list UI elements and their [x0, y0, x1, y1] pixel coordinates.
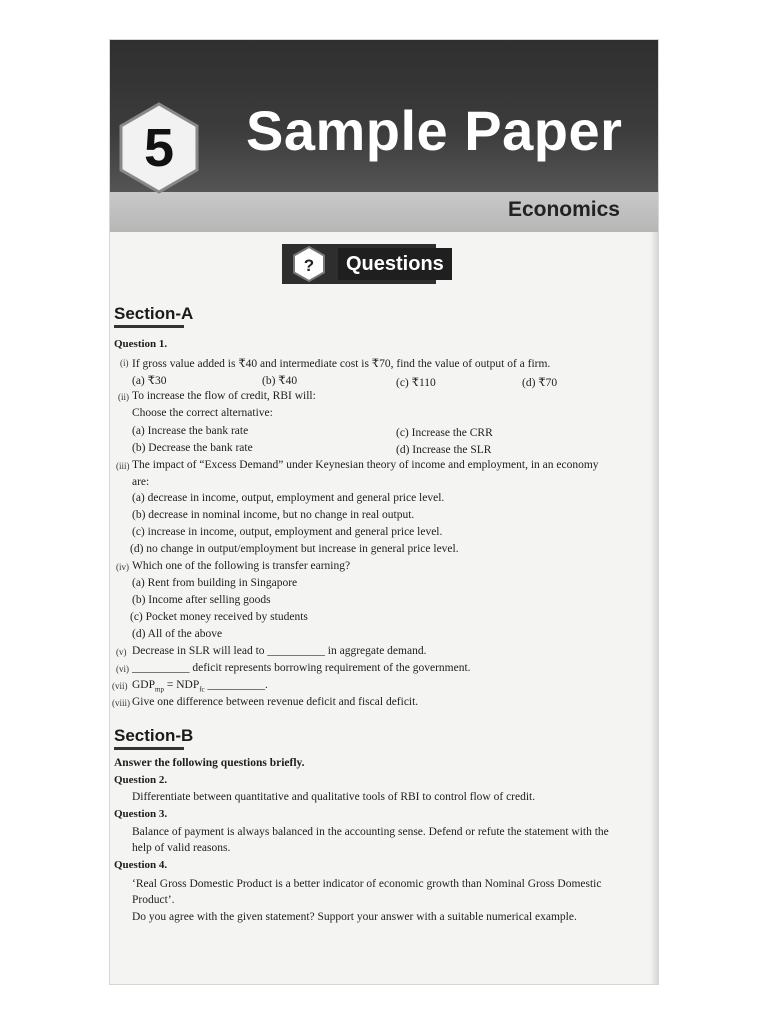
svg-text:?: ? — [303, 256, 315, 275]
q1-iii-text: The impact of “Excess Demand” under Keynesian theory of income and employment, in an economy — [132, 459, 599, 471]
item-number: (v) — [116, 647, 127, 657]
subject-label: Economics — [507, 198, 620, 221]
q1-iii-option-a: (a) decrease in income, output, employment and general price level. — [132, 492, 445, 504]
item-number: (ii) — [118, 392, 129, 402]
q1-iv-text: Which one of the following is transfer earning? — [132, 560, 351, 572]
q1-vii-text — [132, 679, 268, 693]
q1-v-text: Decrease in SLR will lead to __________ in aggregate demand. — [132, 645, 427, 657]
question-3-label: Question 3. — [114, 808, 168, 820]
questions-banner — [282, 244, 444, 284]
q1-iv-option-c: (c) Pocket money received by students — [130, 611, 308, 623]
q1-iii-continued: are: — [132, 476, 150, 488]
q1-iv-option-d: (d) All of the above — [132, 628, 223, 640]
page-title: Sample Paper — [246, 99, 623, 162]
item-number: (iv) — [116, 562, 129, 572]
q1-ii-option-b: (b) Decrease the bank rate — [132, 442, 253, 454]
q1-iv-option-a: (a) Rent from building in Singapore — [132, 577, 298, 589]
end-period: . — [265, 679, 268, 691]
q1-iii-option-d: (d) no change in output/employment but increase in general price level. — [130, 543, 459, 555]
q1-ii-option-d: (d) Increase the SLR — [396, 444, 492, 456]
section-b-title: Section-B — [114, 726, 194, 745]
item-number: (iii) — [116, 461, 130, 471]
section-b-underline — [114, 747, 184, 750]
question-2-text: Differentiate between quantitative and qualitative tools of RBI to control flow of credit. — [132, 791, 536, 803]
question-4-label: Question 4. — [114, 859, 168, 871]
q1-iv-option-b: (b) Income after selling goods — [132, 594, 271, 606]
q1-i-option-b: (b) ₹40 — [262, 375, 298, 387]
questions-banner-label: Questions — [338, 248, 452, 280]
q1-ii-text: To increase the flow of credit, RBI will: — [132, 390, 316, 402]
q1-i-option-d: (d) ₹70 — [522, 377, 558, 389]
question-4-text-line-2: Product’. — [132, 894, 175, 906]
item-number: (vi) — [116, 664, 129, 674]
q1-iii-option-b: (b) decrease in nominal income, but no change in real output. — [132, 509, 415, 521]
q1-ii-option-a: (a) Increase the bank rate — [132, 425, 249, 437]
question-3-text-line-1: Balance of payment is always balanced in the accounting sense. Defend or refute the statement with the — [132, 826, 609, 838]
q1-ii-subtext: Choose the correct alternative: — [132, 407, 273, 419]
paper-page — [110, 40, 658, 984]
section-b-instruction: Answer the following questions briefly. — [114, 757, 305, 769]
question-2-label: Question 2. — [114, 774, 168, 786]
q1-ii-option-c: (c) Increase the CRR — [396, 427, 493, 439]
section-a-title: Section-A — [114, 304, 194, 323]
gdp-term: GDP — [132, 679, 156, 691]
question-4-text-line-3: Do you agree with the given statement? Support your answer with a suitable numerical example. — [132, 911, 577, 923]
q1-iii-option-c: (c) increase in income, output, employment and general price level. — [132, 526, 443, 538]
item-number: (i) — [120, 358, 129, 368]
answer-blank: __________ — [204, 679, 266, 691]
ndp-term: = NDP — [163, 679, 200, 691]
item-number: (vii) — [112, 681, 128, 691]
q1-i-option-a: (a) ₹30 — [132, 375, 167, 387]
section-a-underline — [114, 325, 184, 328]
question-3-text-line-2: help of valid reasons. — [132, 842, 231, 854]
q1-i-option-c: (c) ₹110 — [396, 377, 436, 389]
question-1-label: Question 1. — [114, 338, 168, 350]
q1-vi-text: __________ deficit represents borrowing requirement of the government. — [132, 662, 471, 674]
ndp-subscript: fc — [199, 685, 205, 694]
q1-i-text: If gross value added is ₹40 and intermediate cost is ₹70, find the value of output of a firm. — [132, 358, 551, 370]
q1-viii-text: Give one difference between revenue deficit and fiscal deficit. — [132, 696, 419, 708]
question-hexagon-icon — [292, 246, 326, 282]
paper-number: 5 — [143, 118, 175, 178]
item-number: (viii) — [112, 698, 130, 708]
gdp-subscript: mp — [155, 685, 164, 694]
question-4-text-line-1: ‘Real Gross Domestic Product is a better indicator of economic growth than Nominal Gross Domestic — [132, 878, 602, 890]
